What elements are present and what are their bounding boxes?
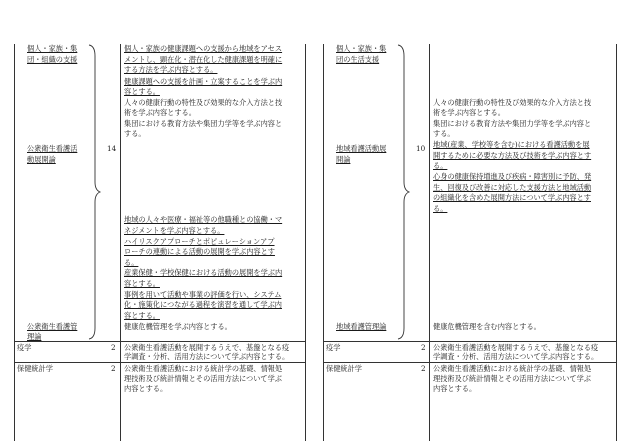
right-content-line: 人々の健康行動の特性及び効果的な介入方法と技: [433, 98, 592, 107]
left-content-line: 容とする。: [124, 311, 160, 320]
left-statistics-content-line: 公衆衛生看護活動における統計学の基礎、情報処: [124, 364, 283, 373]
left-epidemiology-credits: 2: [111, 343, 116, 352]
left-content-line: 健康課題への支援を計画・立案することを学ぶ内: [124, 77, 283, 86]
right-epidemiology-content-line: 公衆衛生看護活動を展開するうえで、基盤となる疫: [433, 343, 599, 352]
right-course-community-nursing-activity-line-2: 開論: [336, 155, 351, 164]
left-row-separator-epi: [14, 341, 306, 342]
left-curly-brace: [88, 44, 102, 340]
left-course-public-health-nursing-activity-line-1: 公衆衛生看護活: [27, 144, 78, 153]
left-top-category-line-2: 団・組織の支援: [27, 55, 78, 64]
right-table-border-right: [616, 44, 617, 441]
right-statistics-content-line: 内容とする。: [433, 384, 477, 393]
right-content-line: する。: [433, 129, 455, 138]
right-content-line: の組織化を含めた展開方法について学ぶ内容とす: [433, 193, 591, 202]
right-epidemiology-credits: 2: [421, 343, 426, 352]
right-course-credits: 10: [416, 144, 426, 153]
left-course-public-health-nursing-activity-line-2: 動展開論: [27, 155, 56, 164]
right-content-line: 生、回復及び改善に対応した支援方法と地域活動: [433, 183, 592, 192]
right-row-separator-epi: [323, 341, 617, 342]
right-content-line: 術を学ぶ内容とする。: [433, 108, 505, 117]
right-content-line: る。: [433, 204, 448, 213]
left-content-line: メントし、顕在化・潜在化した健康課題を明確に: [124, 55, 283, 64]
left-content-line: 人々の健康行動の特性及び効果的な介入方法と技: [124, 98, 283, 107]
left-statistics-credits: 2: [111, 364, 116, 373]
right-statistics-content-line: 理技術及び統計情報とその活用方法について学ぶ: [433, 374, 591, 383]
right-epidemiology-content-line: 学調査・分析、活用方法について学ぶ内容とする。: [433, 352, 599, 361]
left-content-line: 集団における教育方法や集団力学等を学ぶ内容と: [124, 119, 283, 128]
left-content-line: ローチの連動による活動の展開を学ぶ内容とす: [124, 247, 275, 256]
left-table-border-left: [14, 44, 15, 441]
right-content-line: 地域(産業、学校等を含む)における看護活動を展: [433, 140, 590, 149]
left-content-line: 地域の人々や医療・福祉等の他職種との協働・マ: [124, 215, 283, 224]
left-content-line: 個人・家族の健康課題への支援から地域をアセス: [124, 44, 283, 53]
left-content-line: する。: [124, 129, 146, 138]
left-content-line: 容とする。: [124, 279, 160, 288]
right-content-line: 集団における教育方法や集団力学等を学ぶ内容と: [433, 119, 592, 128]
left-statistics-content-line: 内容とする。: [124, 384, 168, 393]
left-content-line: 事例を用いて活動や事業の評価を行い、システム: [124, 290, 282, 299]
left-content-line: ハイリスクアプローチとポピュレーションアプ: [124, 237, 275, 246]
right-table-border-left: [323, 44, 324, 441]
left-content-line: 産業保健・学校保健における活動の展開を学ぶ内: [124, 268, 283, 277]
right-course-health-statistics: 保健統計学: [326, 364, 362, 373]
right-top-category-line-2: 団の生活支援: [336, 55, 380, 64]
right-curly-brace: [397, 44, 411, 340]
right-statistics-content-line: 公衆衛生看護活動における統計学の基礎、情報処: [433, 364, 592, 373]
left-content-line: る。: [124, 258, 139, 267]
left-epidemiology-content-line: 公衆衛生看護活動を展開するうえで、基盤となる疫: [124, 343, 290, 352]
right-course-epidemiology: 疫学: [326, 343, 341, 352]
left-content-line: 健康危機管理を学ぶ内容とする。: [124, 322, 232, 331]
left-course-health-statistics: 保健統計学: [17, 364, 53, 373]
left-table-divider-1: [120, 44, 121, 441]
left-content-line: する方法を学ぶ内容とする。: [124, 65, 218, 74]
right-content-line: 健康危機管理を含む内容とする。: [433, 322, 541, 331]
right-top-category-line-1: 個人・家族・集: [336, 44, 387, 53]
left-top-category-line-1: 個人・家族・集: [27, 44, 78, 53]
left-course-public-health-nursing-management-line-1: 公衆衛生看護管: [27, 322, 78, 331]
left-epidemiology-content-line: 学調査・分析、活用方法について学ぶ内容とする。: [124, 352, 290, 361]
left-content-line: 術を学ぶ内容とする。: [124, 108, 196, 117]
left-course-credits: 14: [107, 144, 117, 153]
right-course-community-nursing-activity-line-1: 地域看護活動展: [336, 144, 387, 153]
left-course-public-health-nursing-management-line-2: 理論: [27, 332, 42, 341]
right-statistics-credits: 2: [421, 364, 426, 373]
left-table-border-right: [305, 44, 306, 441]
right-course-community-nursing-management: 地域看護管理論: [336, 322, 387, 331]
right-content-line: る。: [433, 161, 448, 170]
right-content-line: 心身の健康保持増進及び疾病・障害別に予防、発: [433, 172, 592, 181]
left-content-line: 容とする。: [124, 87, 160, 96]
left-statistics-content-line: 理技術及び統計情報とその活用方法について学ぶ: [124, 374, 282, 383]
left-content-line: 化・施策化につながる過程を演習を通して学ぶ内: [124, 300, 282, 309]
left-content-line: ネジメントを学ぶ内容とする。: [124, 226, 225, 235]
right-table-divider-1: [429, 44, 430, 441]
right-content-line: 開するために必要な方法及び技術を学ぶ内容とす: [433, 151, 592, 160]
left-course-epidemiology: 疫学: [17, 343, 32, 352]
